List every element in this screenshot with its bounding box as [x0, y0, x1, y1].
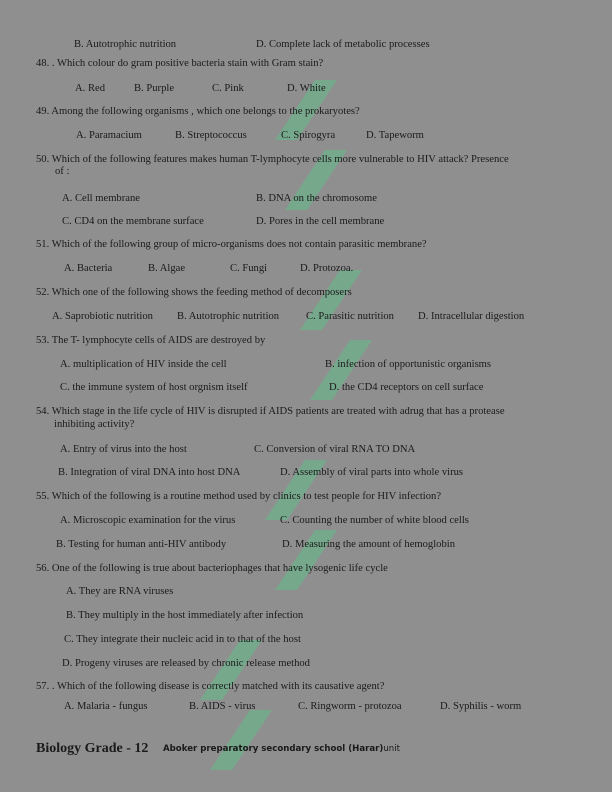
q56-option-d: D. Progeny viruses are released by chronic release method	[62, 658, 310, 669]
q50-option-d: D. Pores in the cell membrane	[256, 216, 385, 227]
q56-option-c: C. They integrate their nucleic acid in to that of the host	[64, 634, 301, 645]
q48-option-b: B. Purple	[134, 83, 175, 94]
question-53-stem: 53. The T- lymphocyte cells of AIDS are destroyed by	[36, 335, 266, 346]
question-51-stem: 51. Which of the following group of micro-organisms does not contain parasitic membrane?	[36, 239, 427, 250]
option-d: D. Complete lack of metabolic processes	[256, 39, 430, 50]
footer-subject-title: Biology Grade - 12	[36, 741, 149, 756]
q53-option-b: B. infection of opportunistic organisms	[325, 359, 492, 370]
question-48-stem: 48. . Which colour do gram positive bacteria stain with Gram stain?	[36, 58, 324, 69]
footer-school-text: Aboker preparatory secondary school (Harar)	[163, 744, 384, 754]
option-b: B. Autotrophic nutrition	[74, 39, 177, 50]
q55-option-c: C. Counting the number of white blood cells	[280, 515, 469, 526]
question-54-stem-cont: inhibiting activity?	[54, 419, 135, 430]
q54-option-d: D. Assembly of viral parts into whole virus	[280, 467, 464, 478]
question-55-stem: 55. Which of the following is a routine method used by clinics to test people for HIV infection?	[36, 491, 442, 502]
q57-option-b: B. AIDS - virus	[189, 701, 256, 712]
q52-option-b: B. Autotrophic nutrition	[177, 311, 280, 322]
q50-option-b: B. DNA on the chromosome	[256, 193, 377, 204]
q48-option-c: C. Pink	[212, 83, 244, 94]
q56-option-a: A. They are RNA viruses	[66, 586, 174, 597]
question-50-stem: 50. Which of the following features makes human T-lymphocyte cells more vulnerable to HIV attack? Presence	[36, 154, 509, 165]
q53-option-a: A. multiplication of HIV inside the cell	[60, 359, 227, 370]
question-50-stem-cont: of :	[55, 166, 70, 177]
q55-option-b: B. Testing for human anti-HIV antibody	[56, 539, 227, 550]
q57-option-a: A. Malaria - fungus	[64, 701, 148, 712]
question-49-stem: 49. Among the following organisms , which one belongs to the prokaryotes?	[36, 106, 360, 117]
q57-option-d: D. Syphilis - worm	[440, 701, 522, 712]
watermark-logo: ​	[424, 110, 486, 154]
q57-option-c: C. Ringworm - protozoa	[298, 701, 402, 712]
q48-option-d: D. White	[287, 83, 326, 94]
q55-option-d: D. Measuring the amount of hemoglobin	[282, 539, 456, 550]
q51-option-a: A. Bacteria	[64, 263, 113, 274]
q53-option-c: C. the immune system of host orgnism itself	[60, 382, 248, 393]
q52-option-a: A. Saprobiotic nutrition	[52, 311, 153, 322]
q49-option-d: D. Tapeworm	[366, 130, 424, 141]
q50-option-a: A. Cell membrane	[62, 193, 140, 204]
q52-option-c: C. Parasitic nutrition	[306, 311, 394, 322]
q55-option-a: A. Microscopic examination for the virus	[60, 515, 236, 526]
q49-option-a: A. Paramacium	[76, 130, 142, 141]
q54-option-a: A. Entry of virus into the host	[60, 444, 187, 455]
q53-option-d: D. the CD4 receptors on cell surface	[329, 382, 484, 393]
q54-option-c: C. Conversion of viral RNA TO DNA	[254, 444, 416, 455]
question-57-stem: 57. . Which of the following disease is correctly matched with its causative agent?	[36, 681, 385, 692]
q52-option-d: D. Intracellular digestion	[418, 311, 525, 322]
q49-option-c: C. Spirogyra	[281, 130, 336, 141]
question-52-stem: 52. Which one of the following shows the feeding method of decomposers	[36, 287, 352, 298]
q51-option-d: D. Protozoa.	[300, 263, 354, 274]
footer-school-name	[163, 744, 400, 754]
q49-option-b: B. Streptococcus	[175, 130, 247, 141]
question-56-stem: 56. One of the following is true about bacteriophages that have lysogenic life cycle	[36, 563, 388, 574]
q50-option-c: C. CD4 on the membrane surface	[62, 216, 204, 227]
q48-option-a: A. Red	[75, 83, 106, 94]
q54-option-b: B. Integration of viral DNA into host DNA	[58, 467, 241, 478]
q56-option-b: B. They multiply in the host immediately after infection	[66, 610, 304, 621]
footer-unit-text: unit	[383, 744, 400, 754]
question-54-stem: 54. Which stage in the life cycle of HIV is disrupted if AIDS patients are treated with adrug that has a protease	[36, 406, 505, 417]
q51-option-b: B. Algae	[148, 263, 186, 274]
q51-option-c: C. Fungi	[230, 263, 268, 274]
